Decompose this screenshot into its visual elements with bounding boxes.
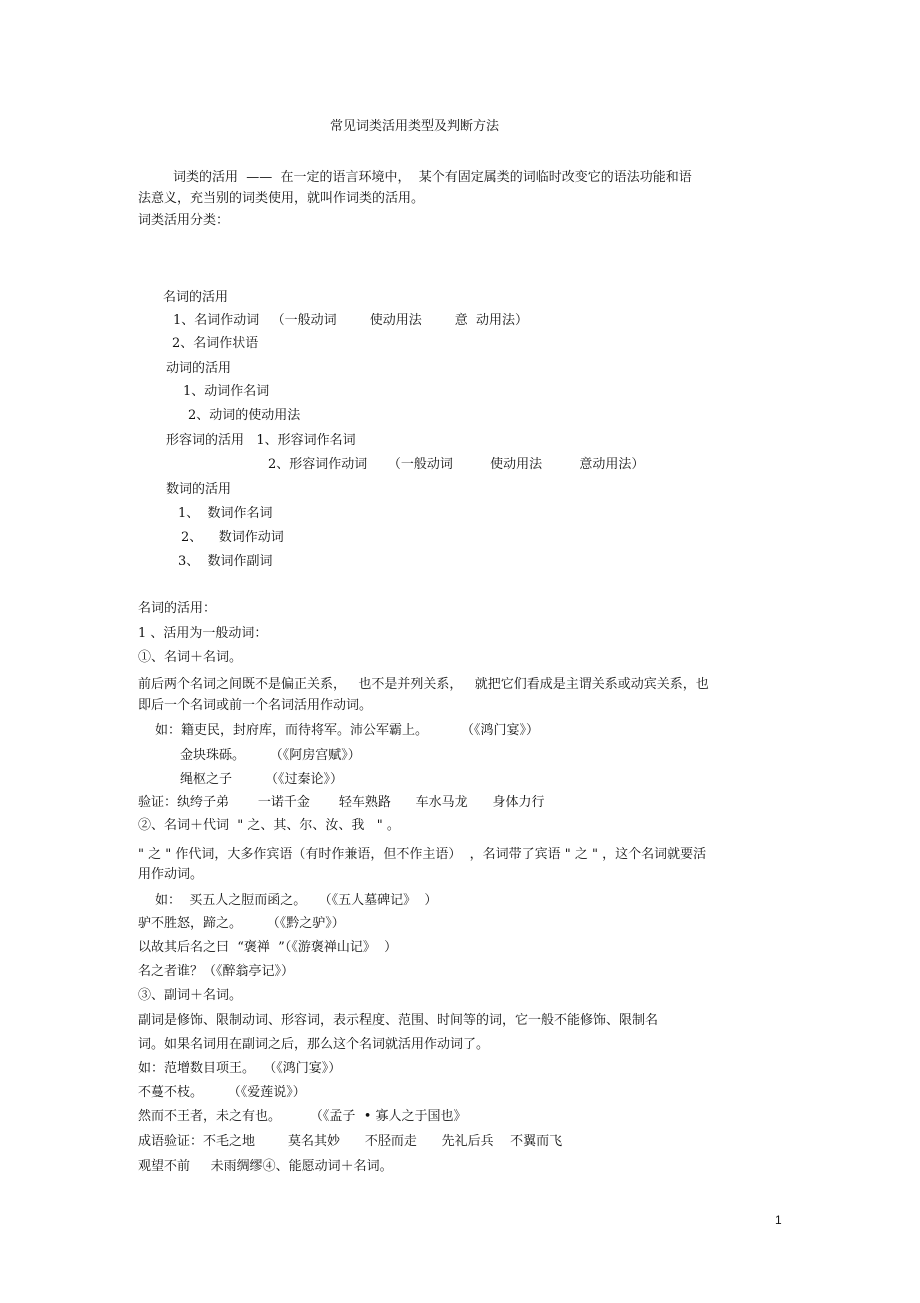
paragraph-line: 副词是修饰、限制动词、形容词，表示程度、范围、时间等的词，它一般不能修饰、限制名 xyxy=(138,1013,659,1028)
outline-item: 1、名词作动词 （一般动词 使动用法 意 动用法） xyxy=(173,313,529,328)
intro-line: 词类活用分类： xyxy=(138,213,230,228)
example-line: 驴不胜怒，蹄之。 （《黔之驴》） xyxy=(138,916,345,931)
paragraph-line: " 之 " 作代词，大多作宾语（有时作兼语，但不作主语） ，名词带了宾语 " 之 " ，这个名词就要活 xyxy=(138,847,707,862)
verify-line: 验证：纨绔子弟 一诺千金 轻车熟路 车水马龙 身体力行 xyxy=(138,795,545,810)
example-line: 绳枢之子 （《过秦论》） xyxy=(180,772,344,787)
outline-adj-heading: 形容词的活用 1、形容词作名词 xyxy=(166,433,356,448)
example-line: 然而不王者，未之有也。 （《孟子 • 寡人之于国也》 xyxy=(138,1109,467,1124)
paragraph-line: 即后一个名词或前一个名词活用作动词。 xyxy=(138,698,373,713)
example-line: 如：籍吏民，封府库，而待将军。沛公军霸上。 （《鸿门宴》） xyxy=(155,723,540,738)
intro-line: 词类的活用 —— 在一定的语言环境中， 某个有固定属类的词临时改变它的语法功能和语 xyxy=(173,170,692,185)
rule-heading: ①、名词＋名词。 xyxy=(138,650,243,665)
paragraph-line: 观望不前 未雨绸缪④、能愿动词＋名词。 xyxy=(138,1159,393,1174)
example-line: 不蔓不枝。 （《爱莲说》） xyxy=(138,1085,306,1100)
outline-item: 2、名词作状语 xyxy=(172,336,259,351)
paragraph-line: 词。如果名词用在副词之后，那么这个名词就活用作动词了。 xyxy=(138,1037,490,1052)
example-line: 如： 买五人之脰而函之。 （《五人墓碑记》 ） xyxy=(155,893,438,908)
outline-item: 2、形容词作动词 （一般动词 使动用法 意动用法） xyxy=(268,457,645,472)
example-line: 以故其后名之曰 “褒禅 ”（《游褒禅山记》 ） xyxy=(138,940,398,955)
rule-heading: ②、名词＋代词 " 之、其、尔、汝、我 " 。 xyxy=(138,818,400,833)
outline-item: 3、 数词作副词 xyxy=(178,554,273,569)
intro-line: 法意义，充当别的词类使用，就叫作词类的活用。 xyxy=(138,191,425,206)
outline-item: 1、动词作名词 xyxy=(183,384,270,399)
paragraph-line: 用作动词。 xyxy=(138,867,204,882)
outline-item: 1、 数词作名词 xyxy=(178,506,273,521)
page-title: 常见词类活用类型及判断方法 xyxy=(330,119,500,134)
outline-num-heading: 数词的活用 xyxy=(166,482,232,497)
example-line: 如：范增数目项王。 （《鸿门宴》） xyxy=(138,1061,342,1076)
verify-line: 成语验证：不毛之地 莫名其妙 不胫而走 先礼后兵 不翼而飞 xyxy=(138,1134,563,1149)
subsection-heading: 1 、活用为一般动词： xyxy=(138,626,268,641)
section-heading: 名词的活用： xyxy=(138,601,217,616)
rule-heading: ③、副词＋名词。 xyxy=(138,988,243,1003)
outline-verb-heading: 动词的活用 xyxy=(166,361,232,376)
example-line: 金块珠砾。 （《阿房宫赋》） xyxy=(180,748,361,763)
paragraph-line: 前后两个名词之间既不是偏正关系， 也不是并列关系， 就把它们看成是主谓关系或动宾关系，也 xyxy=(138,677,709,692)
page-number: 1 xyxy=(775,1213,782,1227)
outline-item: 2、 数词作动词 xyxy=(181,530,284,545)
outline-item: 2、动词的使动用法 xyxy=(188,408,301,423)
outline-noun-heading: 名词的活用 xyxy=(163,290,229,305)
example-line: 名之者谁？（《醉翁亭记》） xyxy=(138,964,295,979)
